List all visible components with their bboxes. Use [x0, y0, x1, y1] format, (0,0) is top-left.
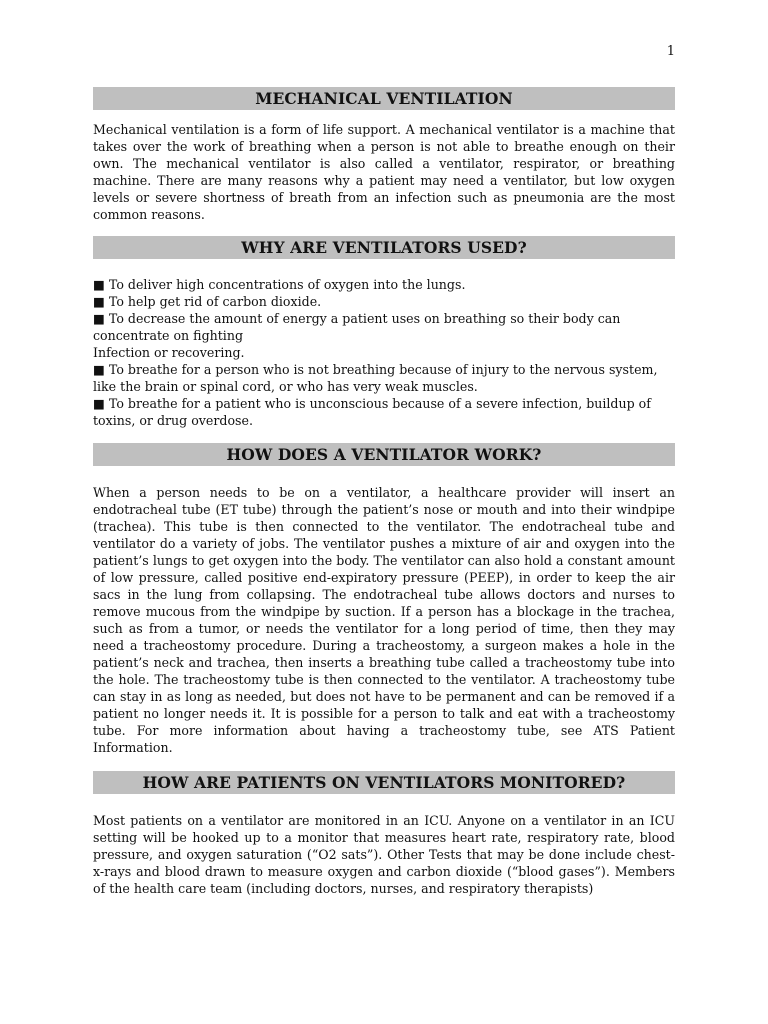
document-body	[93, 87, 675, 897]
list-line: ■ To breathe for a person who is not breathing because of injury to the nervous system,	[93, 362, 658, 377]
list-line: ■ To breathe for a patient who is unconscious because of a severe infection, buildup of	[93, 396, 651, 411]
list-line: ■ To deliver high concentrations of oxygen into the lungs.	[93, 277, 466, 292]
section-body-monitoring: Most patients on a ventilator are monitored in an ICU. Anyone on a ventilator in an ICU setting will be hooked up to a monitor that measures heart rate, respiratory rate, blood pressure, and oxygen saturation (“O2 sats”). Other Tests that may be done include chest-x-rays and blood drawn to measure oxygen and carbon dioxide (“blood gases”). Members of the health care team (including doctors, nurses, and respiratory therapists)	[93, 813, 675, 896]
section-heading-how-ventilator-works: HOW DOES A VENTILATOR WORK?	[93, 443, 675, 466]
list-line: toxins, or drug overdose.	[93, 413, 253, 428]
section-body-how-ventilator-works: When a person needs to be on a ventilator, a healthcare provider will insert an endotracheal tube (ET tube) through the patient’s nose or mouth and into their windpipe (trachea). This tube is then connected to the ventilator. The endotracheal tube and ventilator do a variety of jobs. The ventilator pushes a mixture of air and oxygen into the patient’s lungs to get oxygen into the body. The ventilator can also hold a constant amount of low pressure, called positive end-expiratory pressure (PEEP), in order to keep the air sacs in the lung from collapsing. The endotracheal tube allows doctors and nurses to remove mucous from the windpipe by suction. If a person has a blockage in the trachea, such as from a tumor, or needs the ventilator for a long period of time, then they may need a tracheostomy procedure. During a tracheostomy, a surgeon makes a hole in the patient’s neck and trachea, then inserts a breathing tube called a tracheostomy tube into the hole. The tracheostomy tube is then connected to the ventilator. A tracheostomy tube can stay in as long as needed, but does not have to be permanent and can be removed if a patient no longer needs it. It is possible for a person to talk and eat with a tracheostomy tube. For more information about having a tracheostomy tube, see ATS Patient Information.	[93, 485, 675, 755]
page-number: 1	[666, 44, 675, 59]
section-heading-why-ventilators-used: WHY ARE VENTILATORS USED?	[93, 236, 675, 259]
section-body-mechanical-ventilation: Mechanical ventilation is a form of life support. A mechanical ventilator is a machine that takes over the work of breathing when a person is not able to breathe enough on their own. The mechanical ventilator is also called a ventilator, respirator, or breathing machine. There are many reasons why a patient may need a ventilator, but low oxygen levels or severe shortness of breath from an infection such as pneumonia are the most common reasons.	[93, 122, 675, 222]
section-heading-monitoring: HOW ARE PATIENTS ON VENTILATORS MONITORED?	[93, 771, 675, 794]
reasons-list	[93, 276, 675, 429]
list-line: concentrate on fighting	[93, 328, 243, 343]
section-heading-mechanical-ventilation: MECHANICAL VENTILATION	[93, 87, 675, 110]
list-line: ■ To decrease the amount of energy a patient uses on breathing so their body can	[93, 311, 621, 326]
list-line: ■ To help get rid of carbon dioxide.	[93, 294, 322, 309]
list-line: Infection or recovering.	[93, 345, 245, 360]
list-line: like the brain or spinal cord, or who has very weak muscles.	[93, 379, 478, 394]
